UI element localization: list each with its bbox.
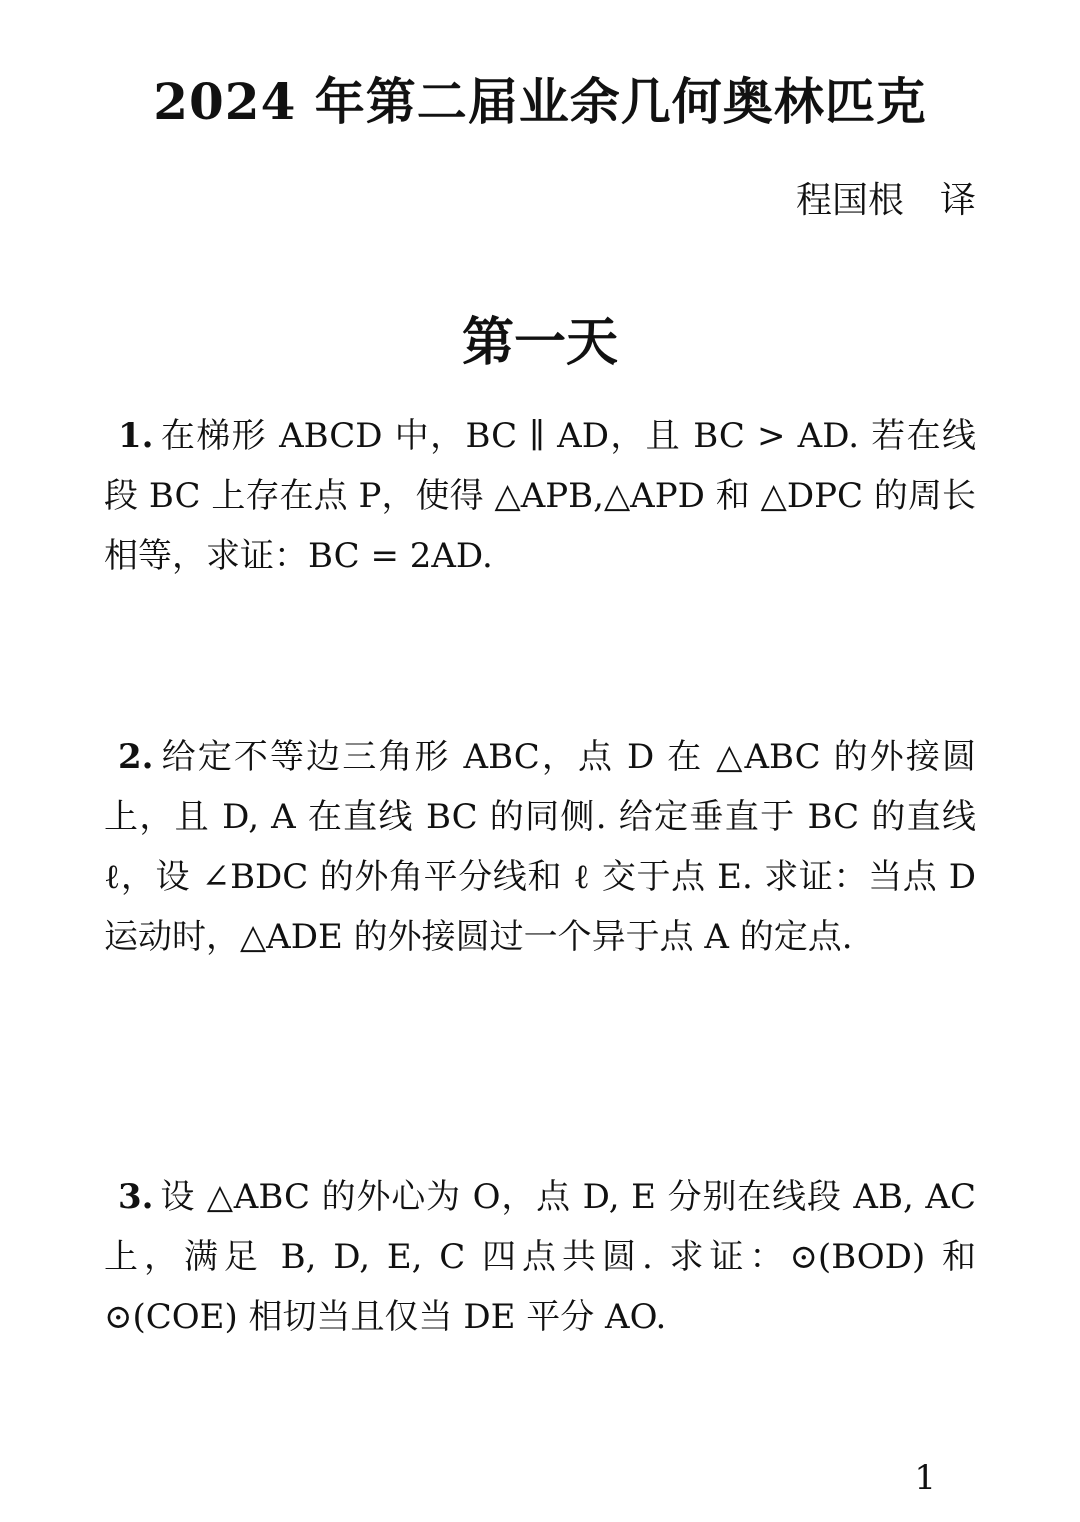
problem-2-text: 给定不等边三角形 ABC，点 D 在 △ABC 的外接圆上，且 D, A 在直线 BC 的同侧. 给定垂直于 BC 的直线 ℓ，设 ∠BDC 的外角平分线和 ℓ 交于点 E. 求证：当点 D 运动时，△ADE 的外接圆过一个异于点 A 的定点. <box>104 737 976 957</box>
problem-2-number: 2. <box>118 737 154 777</box>
page-number: 1 <box>914 1458 936 1498</box>
problem-3-number: 3. <box>118 1177 154 1217</box>
problem-1 <box>104 406 976 586</box>
document-title: 2024 年第二届业余几何奥林匹克 <box>153 72 927 131</box>
day-heading: 第一天 <box>461 312 618 373</box>
problem-2 <box>104 727 976 967</box>
problem-1-text: 在梯形 ABCD 中，BC ∥ AD，且 BC > AD. 若在线段 BC 上存在点 P，使得 △APB,△APD 和 △DPC 的周长相等，求证：BC = 2AD. <box>104 416 976 576</box>
problem-1-number: 1. <box>118 416 154 456</box>
translator-credit: 程国根 译 <box>795 180 976 221</box>
problem-3-text: 设 △ABC 的外心为 O，点 D, E 分别在线段 AB, AC 上，满足 B, D, E, C 四点共圆. 求证：⊙(BOD) 和 ⊙(COE) 相切当且仅当 DE 平分 AO. <box>104 1177 976 1337</box>
problem-3 <box>104 1167 976 1347</box>
